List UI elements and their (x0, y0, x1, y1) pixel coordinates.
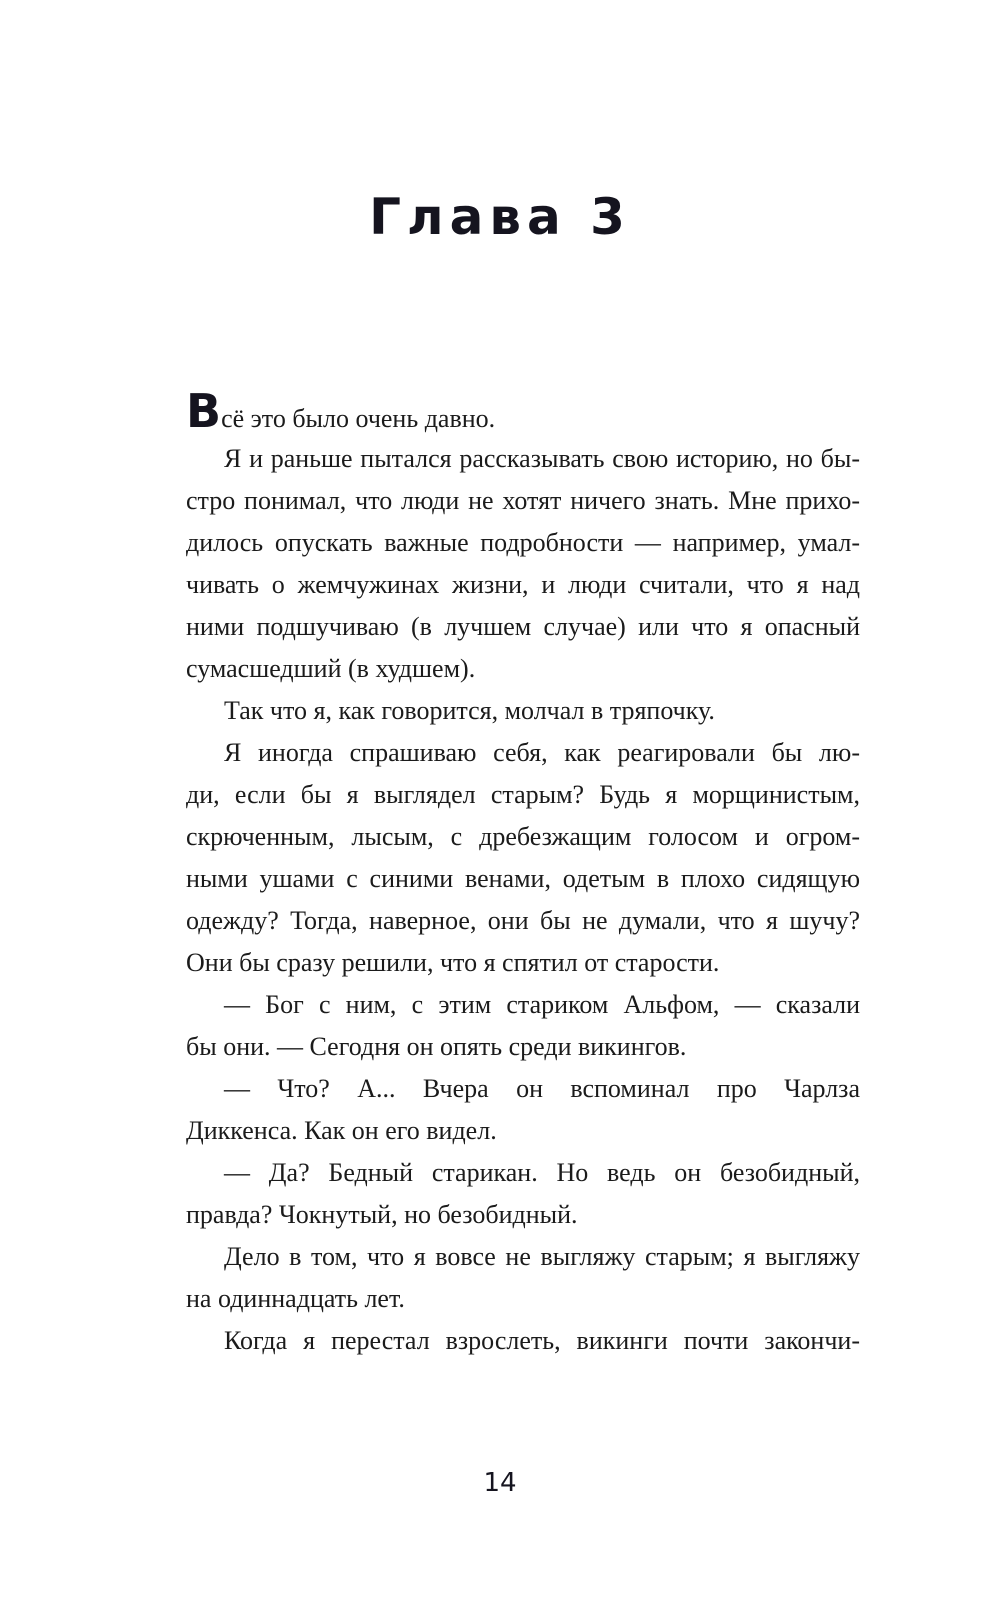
text-line: — Да? Бедный старикан. Но ведь он безобидный, (224, 1158, 860, 1187)
text-line: стро понимал, что люди не хотят ничего знать. Мне прихо- (186, 486, 860, 515)
text-line: Дело в том, что я вовсе не выгляжу старым; я выгляжу (224, 1242, 860, 1271)
text-line: одежду? Тогда, наверное, они бы не думали, что я шучу? (186, 906, 860, 935)
first-line-text: сё это было очень давно. (221, 404, 496, 433)
text-line: бы они. — Сегодня он опять среди викингов. (186, 1032, 687, 1061)
text-line: ными ушами с синими венами, одетым в плохо сидящую (186, 864, 860, 893)
text-line: Я и раньше пытался рассказывать свою историю, но бы- (224, 444, 860, 473)
text-line: ди, если бы я выглядел старым? Будь я морщинистым, (186, 780, 860, 809)
text-line: правда? Чокнутый, но безобидный. (186, 1200, 578, 1229)
first-line (186, 384, 860, 438)
text-line: ними подшучиваю (в лучшем случае) или что я опасный (186, 612, 860, 641)
text-line: чивать о жемчужинах жизни, и люди считали, что я над (186, 570, 860, 599)
chapter-title: Глава 3 (369, 188, 631, 246)
text-line: Диккенса. Как он его видел. (186, 1116, 497, 1145)
text-line: — Что? А... Вчера он вспоминал про Чарлза (224, 1074, 860, 1103)
text-lines (186, 438, 860, 1362)
text-line: Так что я, как говорится, молчал в тряпочку. (224, 696, 715, 725)
page-number: 14 (483, 1468, 517, 1498)
text-line: Они бы сразу решили, что я спятил от старости. (186, 948, 720, 977)
drop-cap: В (186, 384, 222, 438)
text-line: на одиннадцать лет. (186, 1284, 405, 1313)
text-line: дилось опускать важные подробности — например, умал- (186, 528, 860, 557)
text-line: — Бог с ним, с этим стариком Альфом, — сказали (224, 990, 860, 1019)
text-line: сумасшедший (в худшем). (186, 654, 476, 683)
text-line: Я иногда спрашиваю себя, как реагировали бы лю- (224, 738, 860, 767)
body-text (186, 384, 860, 1362)
text-line: Когда я перестал взрослеть, викинги почти закончи- (224, 1326, 860, 1355)
text-line: скрюченным, лысым, с дребезжащим голосом и огром- (186, 822, 860, 851)
